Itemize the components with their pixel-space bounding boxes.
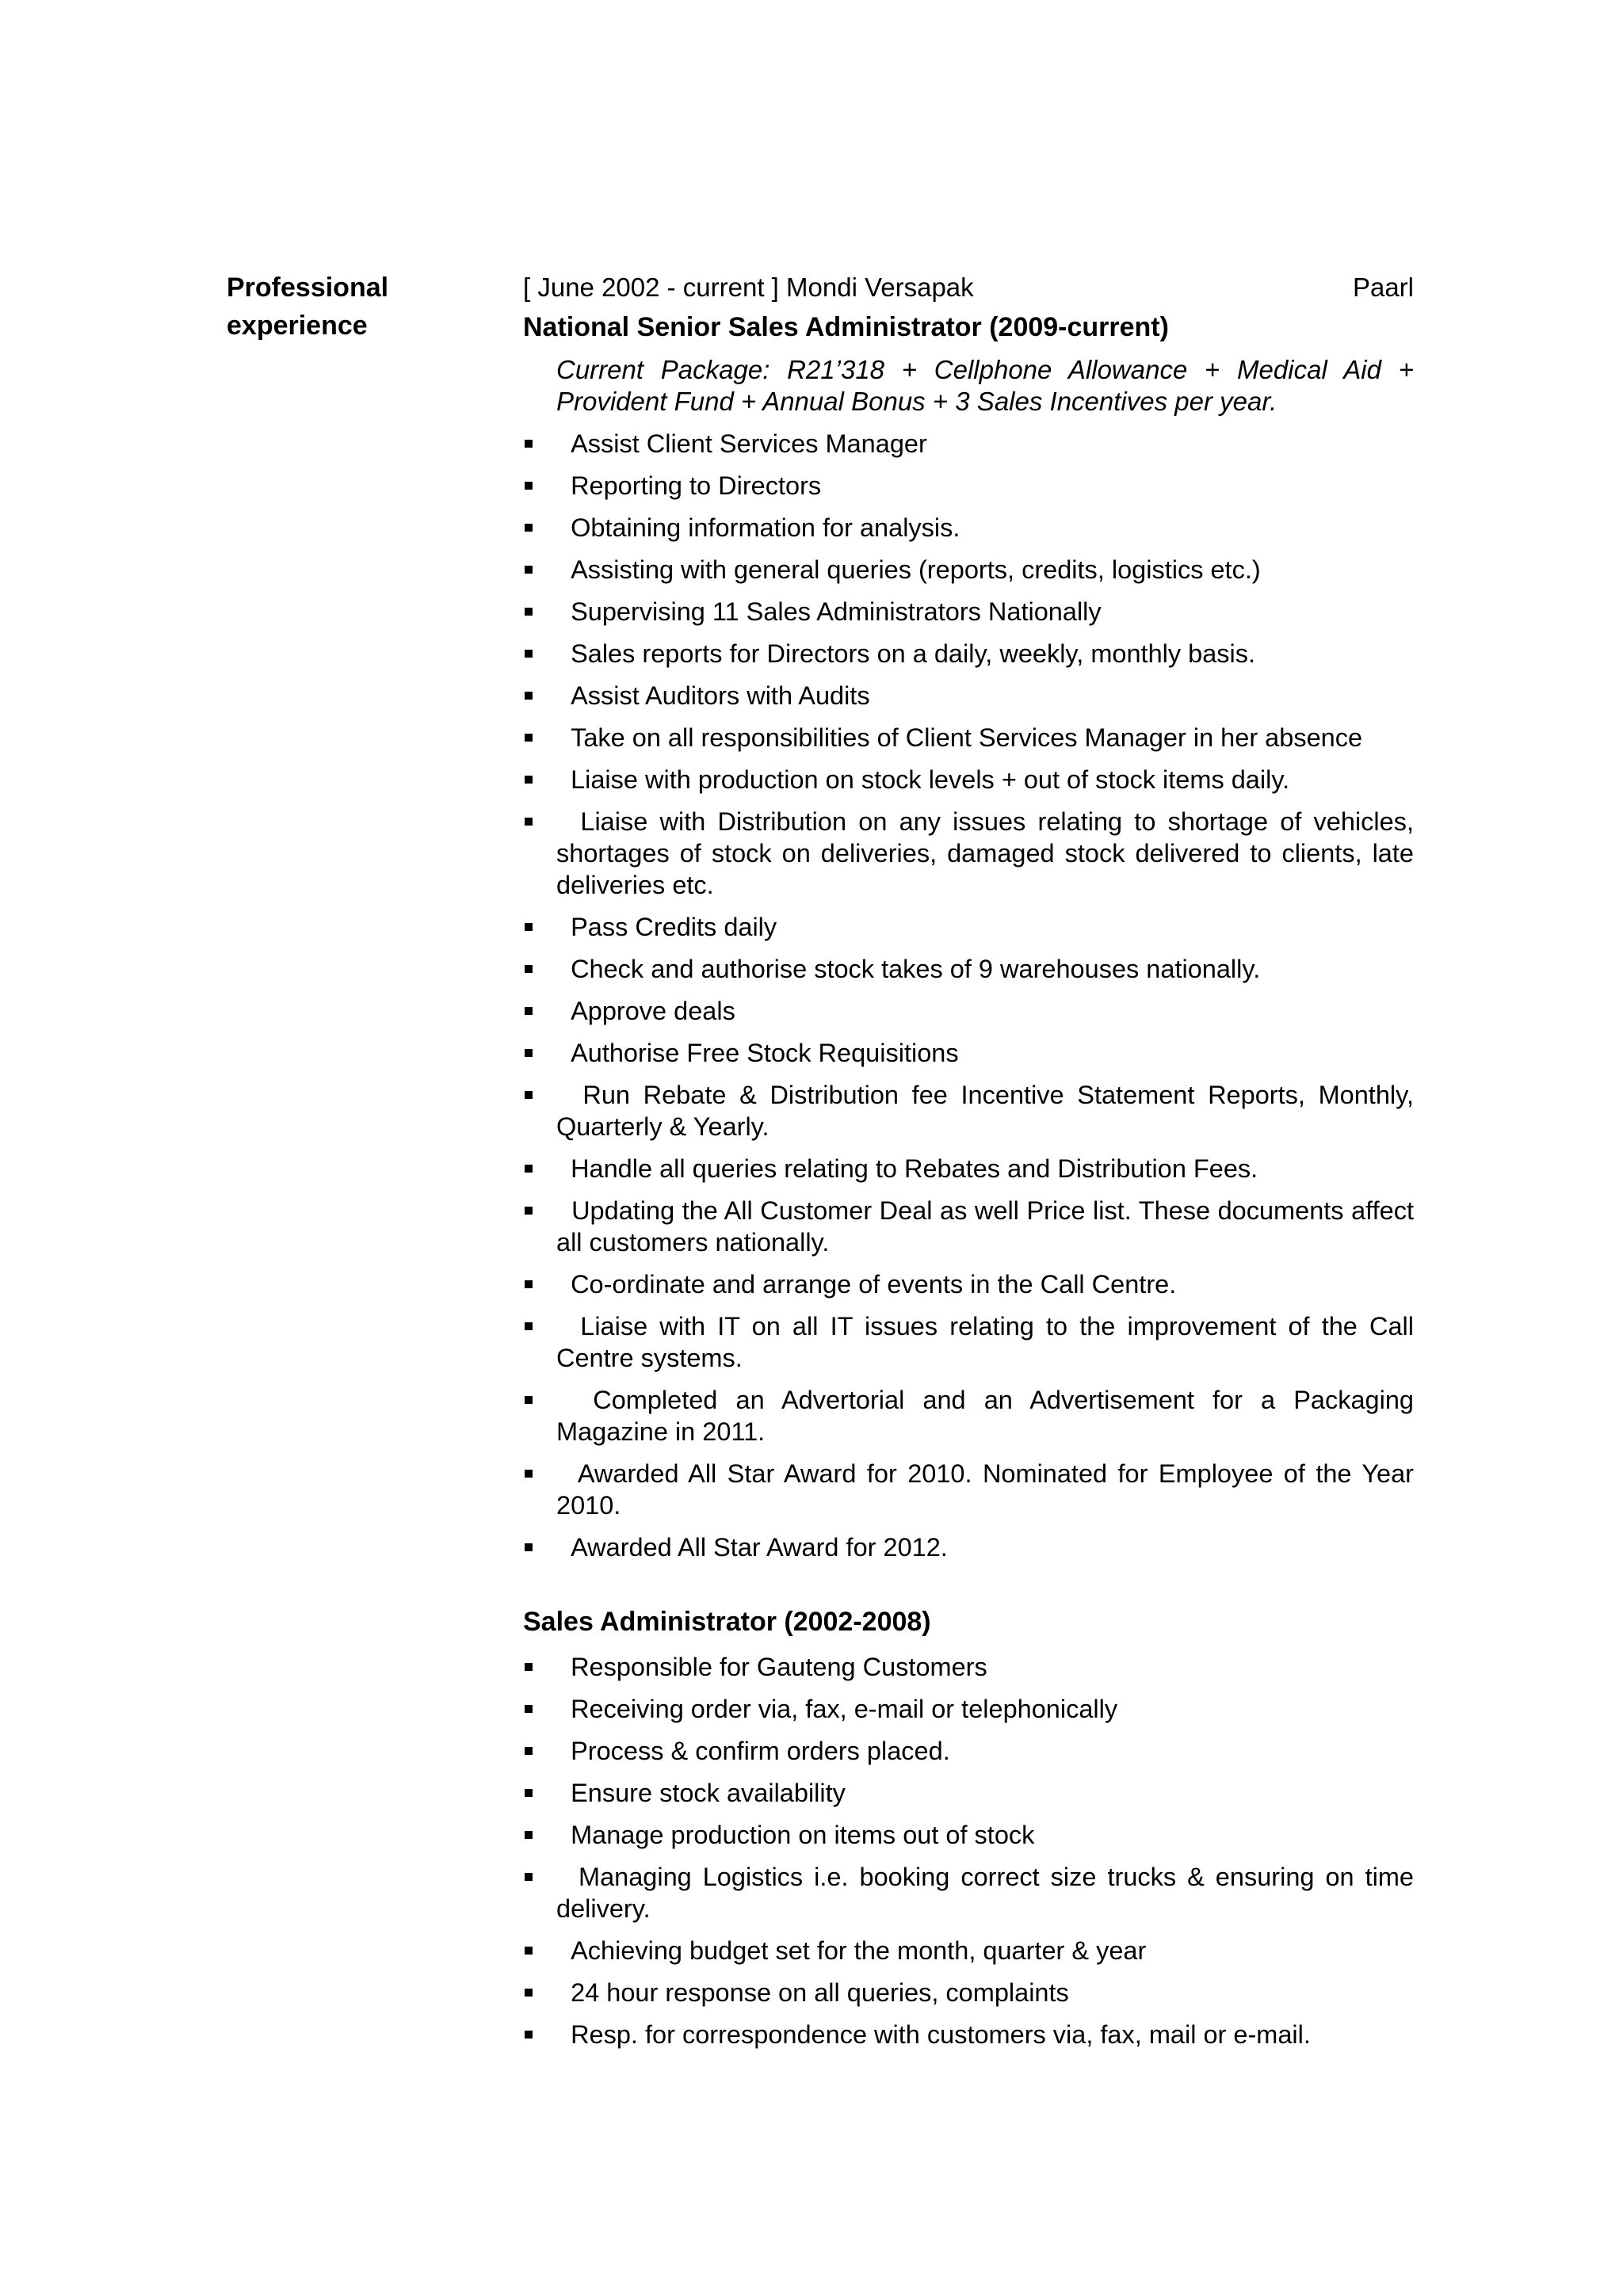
duty-text: Assist Auditors with Audits: [571, 681, 870, 710]
duty-text: Liaise with Distribution on any issues relating to shortage of vehicles, shortages of stock on deliveries, damaged stock delivered to clients, late deliveries etc.: [556, 807, 1414, 899]
duty-list-item: [523, 995, 1414, 1027]
duty-list-item: [523, 1693, 1414, 1725]
duty-text: Process & confirm orders placed.: [571, 1737, 950, 1765]
duty-text: Co-ordinate and arrange of events in the Call Centre.: [571, 1270, 1177, 1299]
duty-list-item: [523, 1268, 1414, 1300]
duty-text: Awarded All Star Award for 2010. Nominated for Employee of the Year 2010.: [556, 1459, 1415, 1520]
duty-list-item: [523, 764, 1414, 795]
duty-list-item: [523, 512, 1414, 543]
duty-text: Run Rebate & Distribution fee Incentive Statement Reports, Monthly, Quarterly & Yearly.: [556, 1081, 1414, 1141]
duty-list-item: [523, 1458, 1414, 1521]
duty-text: Authorise Free Stock Requisitions: [571, 1039, 959, 1067]
duty-text: Take on all responsibilities of Client Services Manager in her absence: [571, 723, 1363, 752]
duty-list-item: [523, 1819, 1414, 1851]
duty-text: Supervising 11 Sales Administrators Nationally: [571, 597, 1102, 626]
duty-text: Responsible for Gauteng Customers: [571, 1653, 987, 1681]
duty-text: Completed an Advertorial and an Advertisement for a Packaging Magazine in 2011.: [556, 1386, 1415, 1446]
duty-text: Sales reports for Directors on a daily, weekly, monthly basis.: [571, 639, 1256, 668]
role2-duties-list: [523, 1651, 1414, 2050]
section-heading-line-2: experience: [227, 311, 368, 341]
duty-text: Achieving budget set for the month, quarter & year: [571, 1936, 1147, 1965]
section-heading: [227, 269, 464, 345]
current-package: Current Package: R21’318 + Cellphone Allowance + Medical Aid + Provident Fund + Annual Bonus + 3 Sales Incentives per year.: [556, 355, 1414, 416]
section-heading-line-1: Professional: [227, 273, 389, 303]
duty-list-item: [523, 1384, 1414, 1447]
duty-list-item: [523, 1037, 1414, 1069]
duty-list-item: [523, 806, 1414, 901]
duty-list-item: [523, 953, 1414, 985]
duty-text: Updating the All Customer Deal as well Price list. These documents affect all customers nationally.: [556, 1196, 1414, 1257]
duty-list-item: [523, 722, 1414, 753]
job-location: Paarl: [1352, 273, 1414, 302]
duty-text: Manage production on items out of stock: [571, 1821, 1035, 1849]
duty-text: Ensure stock availability: [571, 1779, 846, 1807]
duty-text: 24 hour response on all queries, complaints: [571, 1978, 1069, 2007]
duty-text: Pass Credits daily: [571, 913, 777, 941]
duty-list-item: [523, 638, 1414, 669]
duty-list-item: [523, 554, 1414, 585]
duty-text: Check and authorise stock takes of 9 warehouses nationally.: [571, 955, 1261, 983]
duty-list-item: [523, 2019, 1414, 2050]
duty-list-item: [523, 1935, 1414, 1966]
duty-list-item: [523, 1651, 1414, 1683]
duty-text: Liaise with production on stock levels + out of stock items daily.: [571, 765, 1290, 794]
duty-list-item: [523, 1861, 1414, 1924]
duty-list-item: [523, 1195, 1414, 1258]
duty-list-item: [523, 1079, 1414, 1142]
duty-list-item: [523, 1777, 1414, 1809]
duty-text: Managing Logistics i.e. booking correct size trucks & ensuring on time delivery.: [556, 1863, 1415, 1923]
duty-text: Reporting to Directors: [571, 471, 822, 500]
role-title-national-senior: National Senior Sales Administrator (2009-current): [523, 312, 1169, 342]
duty-text: Resp. for correspondence with customers via, fax, mail or e-mail.: [571, 2020, 1311, 2049]
duty-list-item: [523, 1310, 1414, 1374]
duty-text: Assist Client Services Manager: [571, 429, 927, 458]
duty-text: Approve deals: [571, 997, 735, 1025]
duty-text: Liaise with IT on all IT issues relating to the improvement of the Call Centre systems.: [556, 1312, 1414, 1372]
duty-list-item: [523, 1735, 1414, 1767]
duty-text: Receiving order via, fax, e-mail or telephonically: [571, 1695, 1118, 1723]
role-title-sales-administrator: Sales Administrator (2002-2008): [523, 1607, 931, 1637]
duty-list-item: [523, 428, 1414, 460]
duty-text: Handle all queries relating to Rebates and Distribution Fees.: [571, 1154, 1258, 1183]
duty-list-item: [523, 1153, 1414, 1184]
role1-duties-list: [523, 428, 1414, 1563]
duty-list-item: [523, 911, 1414, 943]
duty-text: Obtaining information for analysis.: [571, 513, 960, 542]
duty-list-item: [523, 1977, 1414, 2008]
duty-list-item: [523, 680, 1414, 711]
job-header: [523, 269, 1414, 307]
duty-text: Assisting with general queries (reports, credits, logistics etc.): [571, 555, 1261, 584]
duty-text: Awarded All Star Award for 2012.: [571, 1533, 948, 1562]
duty-list-item: [523, 596, 1414, 627]
duty-list-item: [523, 1531, 1414, 1563]
experience-content: [523, 269, 1414, 2050]
duty-list-item: [523, 470, 1414, 502]
job-period-company: [ June 2002 - current ] Mondi Versapak: [523, 273, 974, 302]
